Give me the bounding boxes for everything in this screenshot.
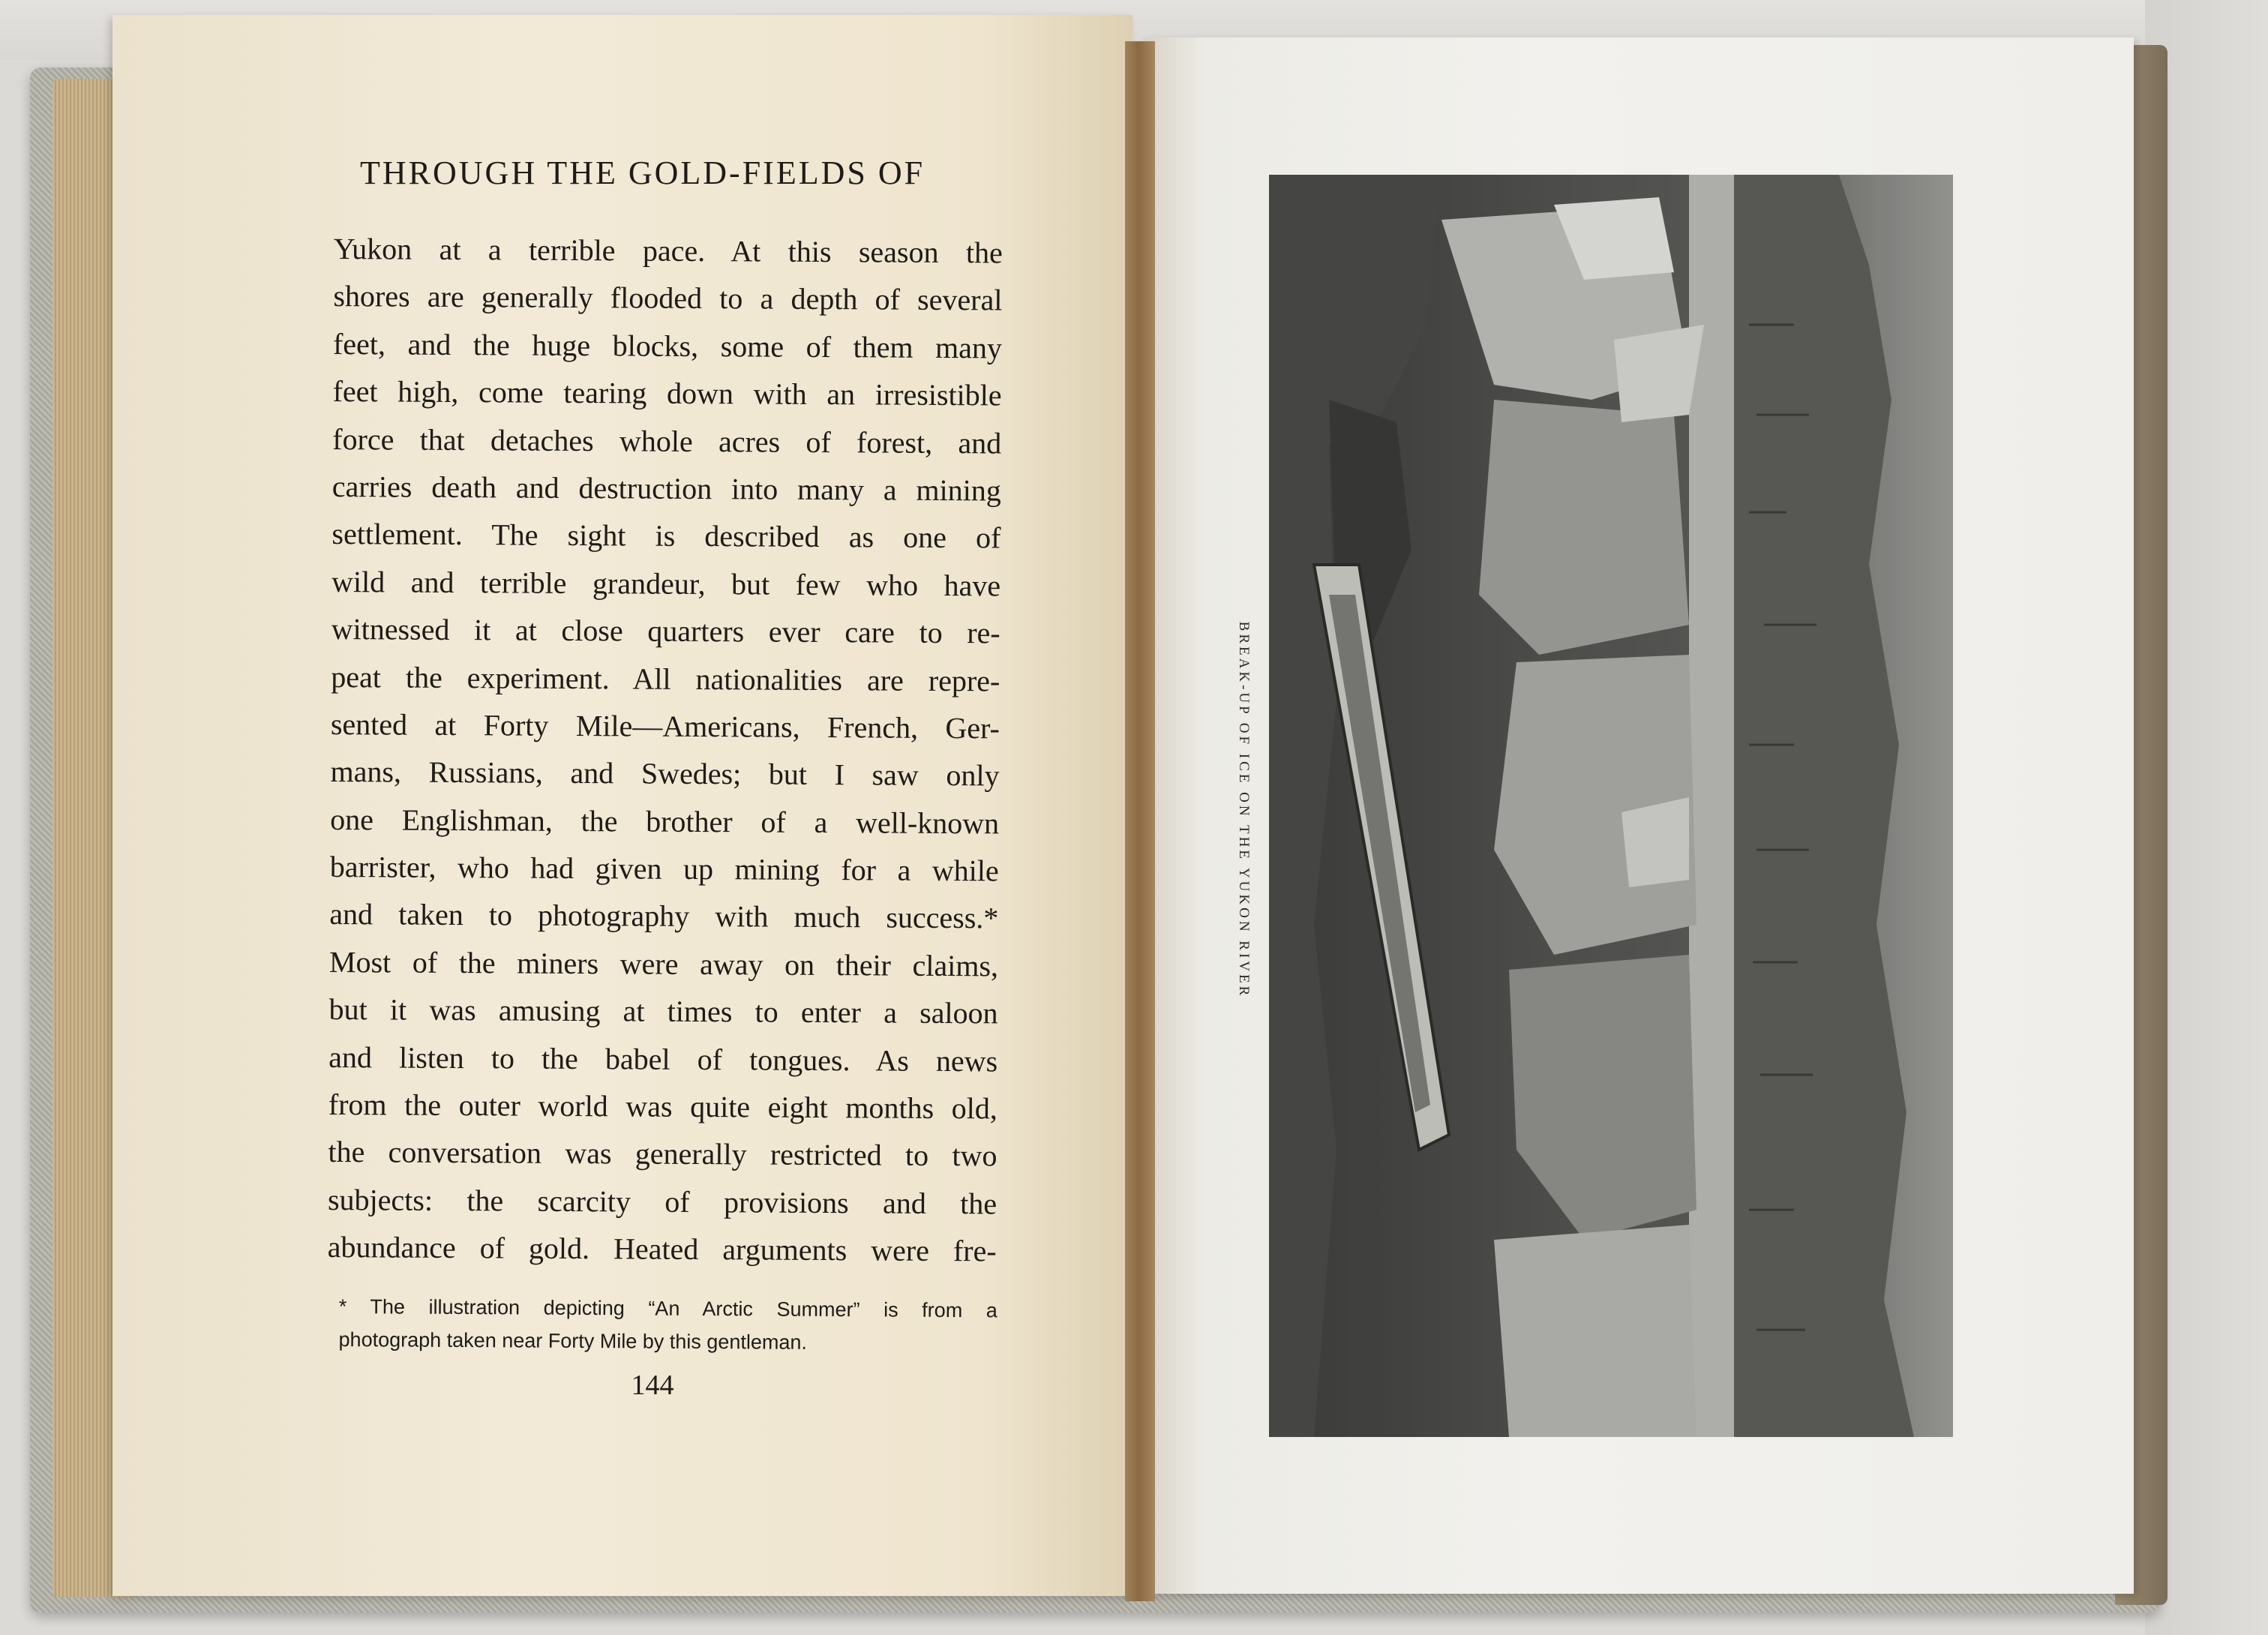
text-line: carries death and destruction into many a mining <box>332 469 1001 508</box>
footnote-line: * The illustration depicting “An Arctic Summer” is from a <box>338 1294 998 1322</box>
footnote <box>338 1290 998 1360</box>
text-line: one Englishman, the brother of a well-known <box>330 802 1000 841</box>
body-text <box>327 225 1003 1275</box>
text-line: abundance of gold. Heated arguments were fre- <box>327 1230 997 1268</box>
text-line: subjects: the scarcity of provisions and the <box>327 1182 998 1221</box>
plate-photograph <box>1269 175 1953 1437</box>
book-gutter <box>1125 41 1155 1601</box>
text-line: wild and terrible grandeur, but few who have <box>331 564 1001 603</box>
text-line: settlement. The sight is described as one of <box>332 517 1001 555</box>
text-line: peat the experiment. All nationalities are repre- <box>331 659 1000 698</box>
text-line: feet, and the huge blocks, some of them many <box>332 326 1003 365</box>
text-line: mans, Russians, and Swedes; but I saw only <box>330 754 1000 793</box>
text-line: but it was amusing at times to enter a saloon <box>328 992 998 1030</box>
text-line: sented at Forty Mile—Americans, French, Ger- <box>330 706 1000 746</box>
footnote-line: photograph taken near Forty Mile by this gentleman. <box>338 1328 808 1354</box>
text-line: barrister, who had given up mining for a while <box>329 850 999 888</box>
text-line: force that detaches whole acres of forest, and <box>332 422 1002 460</box>
text-line: witnessed it at close quarters ever care to re- <box>331 612 1000 650</box>
text-line: and listen to the babel of tongues. As news <box>328 1040 998 1078</box>
text-line: from the outer world was quite eight months old, <box>328 1088 998 1126</box>
text-line: feet high, come tearing down with an irresistible <box>332 374 1002 412</box>
text-line: Yukon at a terrible pace. At this season the <box>333 231 1003 270</box>
running-head: THROUGH THE GOLD-FIELDS OF <box>360 154 926 191</box>
page-number: 144 <box>631 1370 674 1401</box>
plate-image <box>1269 175 1953 1437</box>
text-line: shores are generally flooded to a depth of several <box>333 279 1003 317</box>
text-line: and taken to photography with much success.* <box>329 897 999 935</box>
text-line: the conversation was generally restricted to two <box>328 1135 998 1173</box>
plate-caption: BREAK-UP OF ICE ON THE YUKON RIVER <box>1236 621 1252 999</box>
text-line: Most of the miners were away on their claims, <box>328 944 999 983</box>
